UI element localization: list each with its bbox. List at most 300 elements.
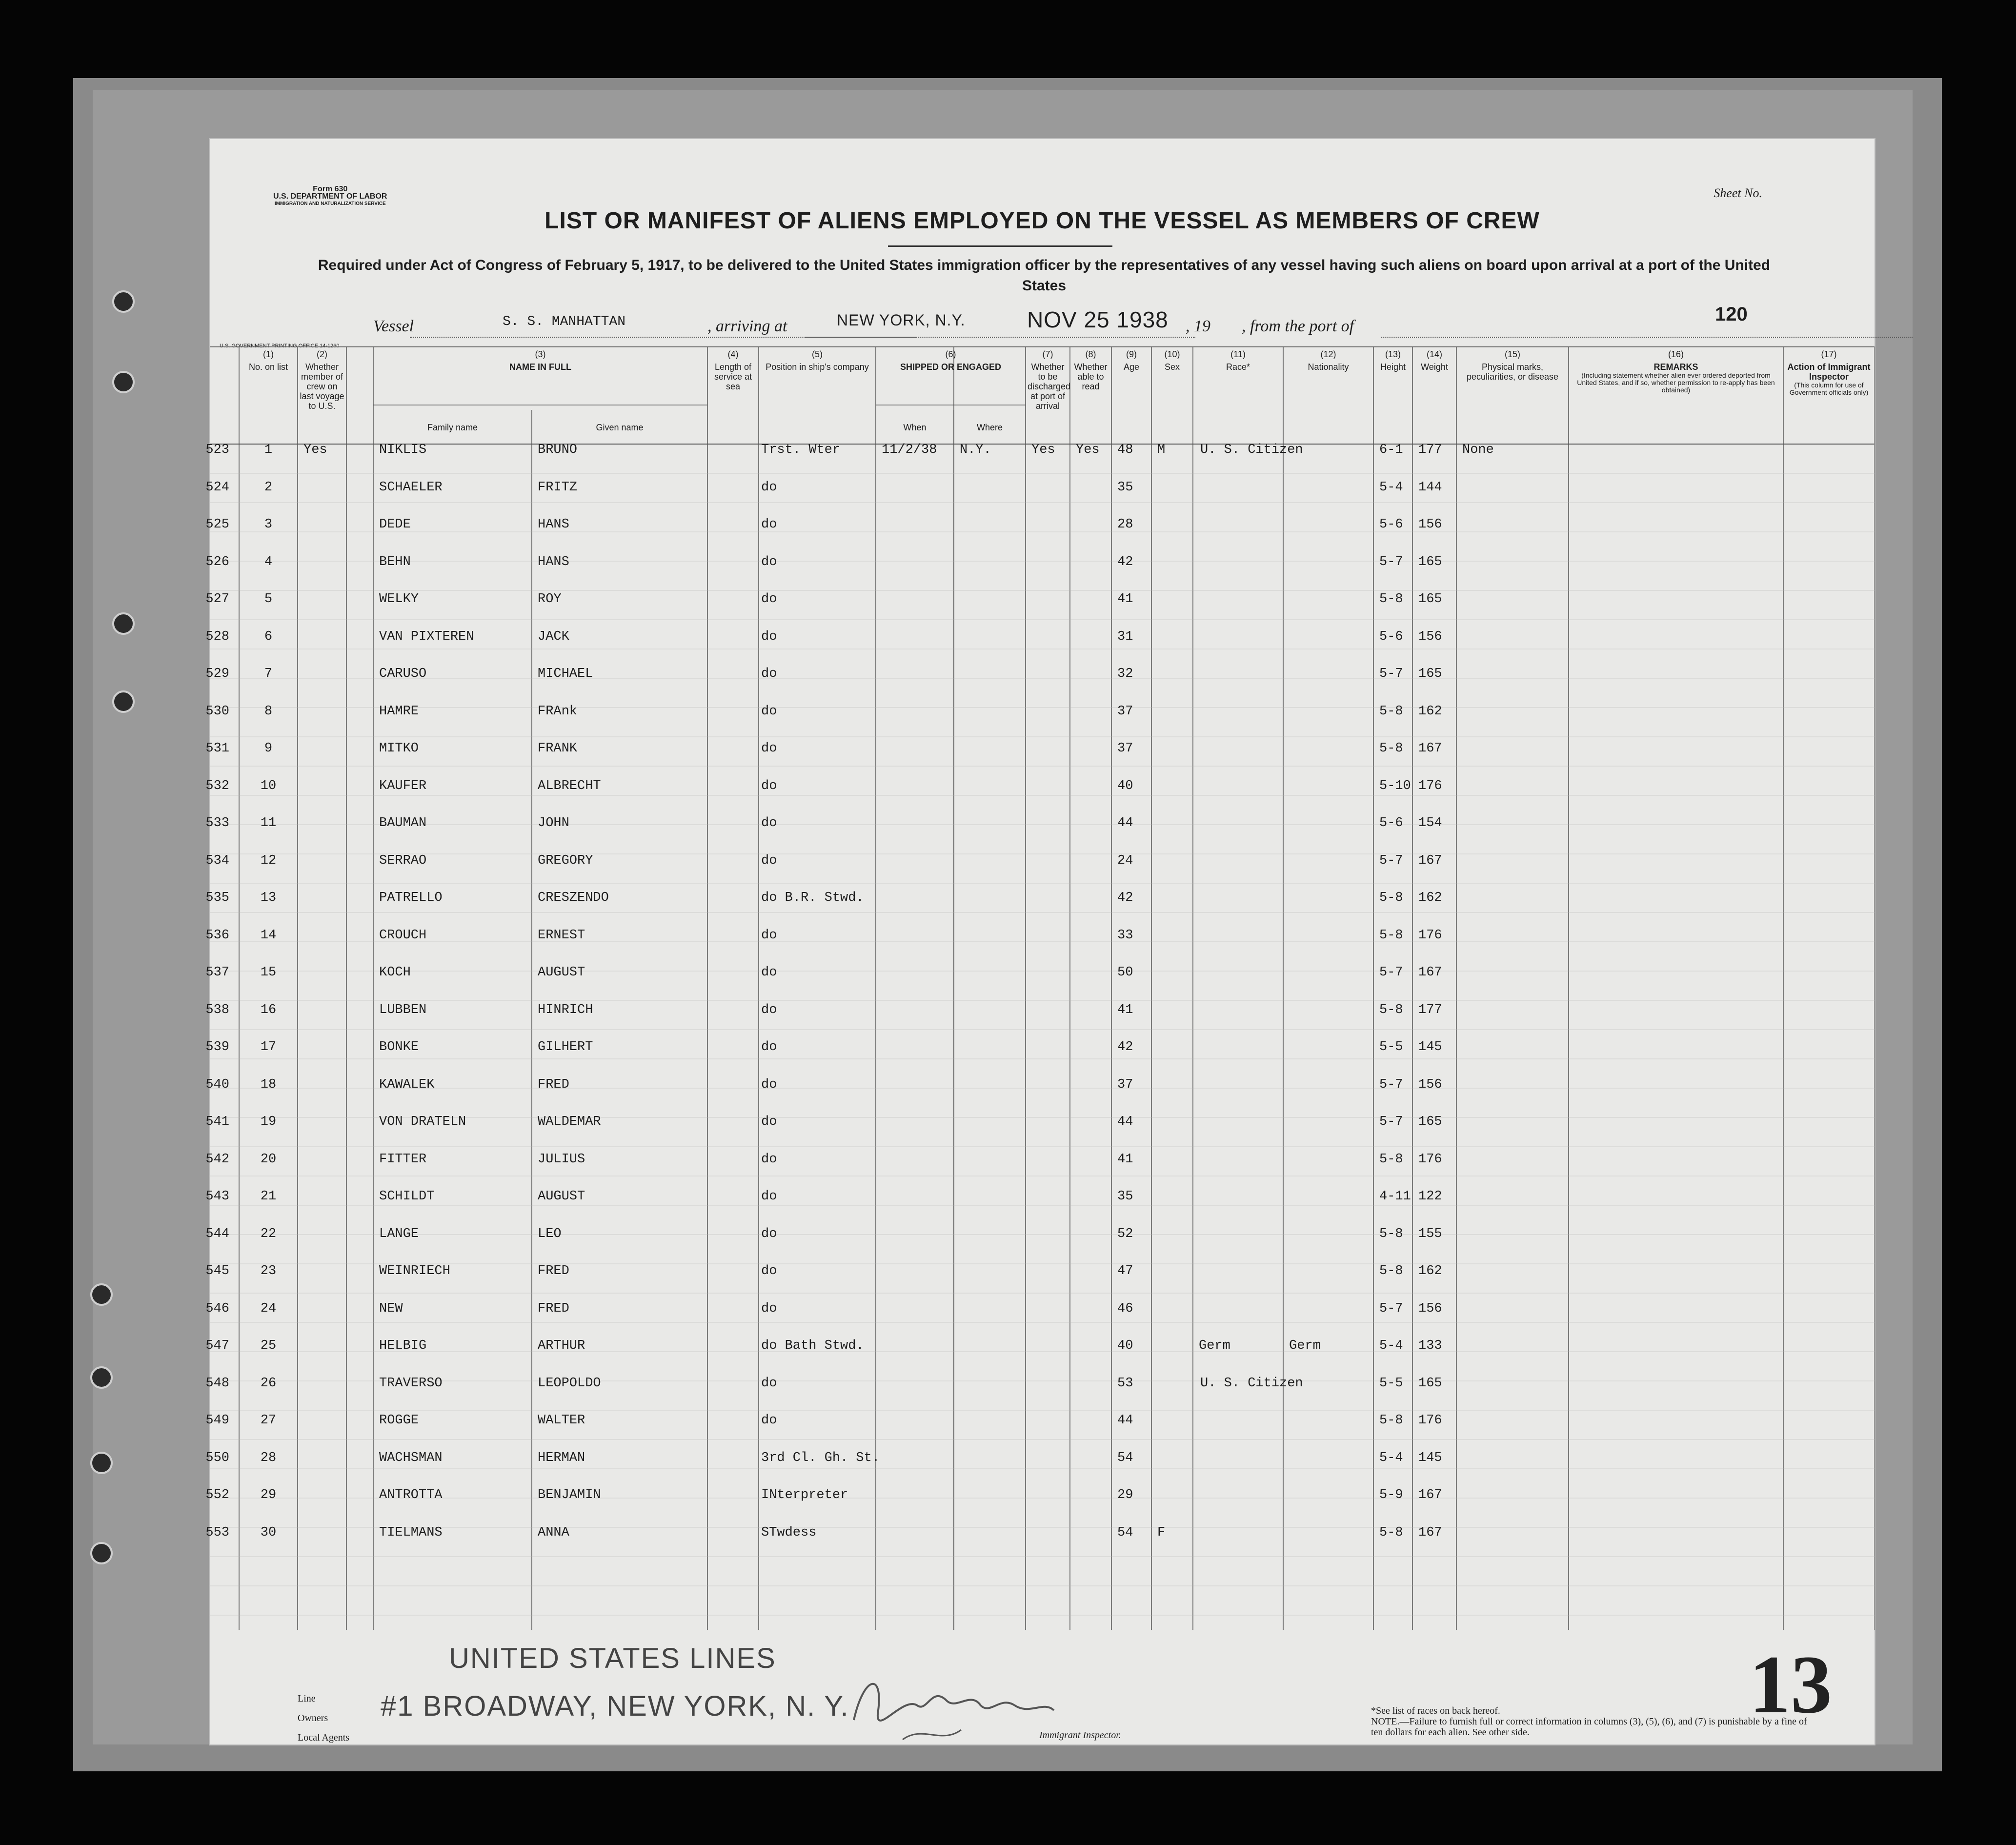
column-label: Whether member of crew on last voyage to U.S.	[300, 362, 344, 411]
cell-given: FRAnk	[538, 704, 578, 719]
line-label: Line	[298, 1693, 316, 1704]
cell-age: 41	[1117, 1152, 1133, 1167]
column-number: (1)	[263, 349, 274, 359]
cell-given: AUGUST	[538, 1189, 585, 1204]
form-number: Form 630	[313, 185, 348, 193]
cell-family: KOCH	[379, 965, 411, 980]
cell-family: DEDE	[379, 517, 411, 532]
cell-age: 50	[1117, 965, 1133, 980]
cell-age: 40	[1117, 1338, 1133, 1353]
cell-weight: 145	[1418, 1450, 1442, 1465]
manifest-page	[205, 139, 1875, 1744]
column-label: NAME IN FULL	[509, 362, 571, 372]
from-port-label: , from the port of	[1242, 317, 1354, 335]
owners-label: Owners	[298, 1713, 328, 1723]
cell-ref: 545	[205, 1264, 229, 1278]
cell-weight: 156	[1418, 1301, 1442, 1316]
cell-position: do	[761, 554, 777, 569]
cell-age: 53	[1117, 1376, 1133, 1391]
cell-nationality: Germ	[1289, 1338, 1321, 1353]
cell-weight: 167	[1418, 741, 1442, 756]
cell-ref: 540	[205, 1077, 229, 1092]
cell-weight: 156	[1418, 517, 1442, 532]
column-sublabel: Given name	[596, 423, 644, 432]
cell-no: 6	[264, 629, 273, 644]
cell-no: 10	[260, 778, 277, 793]
cell-family: HAMRE	[379, 704, 419, 719]
cell-no: 8	[264, 704, 273, 719]
cell-ref: 549	[205, 1413, 229, 1428]
cell-age: 42	[1117, 1040, 1133, 1054]
cell-ref: 526	[205, 554, 229, 569]
cell-position: do B.R. Stwd.	[761, 891, 864, 905]
cell-weight: 145	[1418, 1040, 1442, 1054]
cell-family: BONKE	[379, 1040, 419, 1054]
cell-age: 41	[1117, 592, 1133, 607]
cell-height: 5-4	[1379, 480, 1403, 495]
cell-weight: 176	[1418, 1152, 1442, 1167]
cell-position: do	[761, 1413, 777, 1428]
cell-ref: 529	[205, 667, 229, 681]
column-number: (15)	[1504, 349, 1520, 359]
cell-ref: 546	[205, 1301, 229, 1316]
cell-weight: 162	[1418, 704, 1442, 719]
cell-no: 30	[260, 1525, 277, 1540]
cell-given: HINRICH	[538, 1002, 593, 1017]
column-label: Whether able to read	[1074, 362, 1108, 391]
column-number: (9)	[1126, 349, 1137, 359]
cell-position: do	[761, 704, 777, 719]
cell-family: SCHAELER	[379, 480, 443, 495]
cell-ref: 548	[205, 1376, 229, 1391]
cell-age: 31	[1117, 629, 1133, 644]
cell-position: STwdess	[761, 1525, 817, 1540]
cell-weight: 162	[1418, 1264, 1442, 1278]
cell-given: ROY	[538, 592, 562, 607]
cell-age: 54	[1117, 1450, 1133, 1465]
cell-family: VON DRATELN	[379, 1115, 466, 1129]
cell-no: 14	[260, 928, 277, 943]
cell-family: KAUFER	[379, 778, 427, 793]
cell-weight: 167	[1418, 853, 1442, 868]
cell-family: BEHN	[379, 554, 411, 569]
column-label: Physical marks, peculiarities, or disease	[1466, 362, 1559, 382]
cell-age: 35	[1117, 480, 1133, 495]
cell-position: do	[761, 1189, 777, 1204]
cell-ref: 527	[205, 592, 229, 607]
cell-position: do	[761, 928, 777, 943]
cell-ref: 533	[205, 816, 229, 831]
cell-no: 27	[260, 1413, 277, 1428]
cell-no: 16	[260, 1002, 277, 1017]
cell-height: 5-5	[1379, 1376, 1403, 1391]
cell-age: 35	[1117, 1189, 1133, 1204]
service-name: IMMIGRATION AND NATURALIZATION SERVICE	[274, 201, 386, 206]
column-sublabel: When	[903, 423, 927, 432]
cell-given: FRANK	[538, 741, 578, 756]
cell-family: CARUSO	[379, 667, 427, 681]
cell-given: LEO	[538, 1226, 562, 1241]
cell-no: 5	[264, 592, 273, 607]
sheet-number: 13	[1749, 1639, 1832, 1730]
vessel-name: S. S. MANHATTAN	[503, 314, 626, 329]
cell-height: 5-4	[1379, 1338, 1403, 1353]
cell-weight: 177	[1418, 443, 1442, 457]
cell-height: 5-7	[1379, 1115, 1403, 1129]
cell-family: ROGGE	[379, 1413, 419, 1428]
cell-position: do	[761, 1077, 777, 1092]
column-number: (16)	[1668, 349, 1684, 359]
cell-family: NIKLIS	[379, 443, 427, 457]
arriving-label: , arriving at	[707, 317, 787, 335]
cell-family: LUBBEN	[379, 1002, 427, 1017]
cell-height: 5-5	[1379, 1040, 1403, 1054]
cell-ref: 523	[205, 443, 229, 457]
cell-position: do	[761, 816, 777, 831]
column-number: (8)	[1085, 349, 1096, 359]
cell-ref: 552	[205, 1488, 229, 1502]
cell-age: 46	[1117, 1301, 1133, 1316]
cell-family: HELBIG	[379, 1338, 427, 1353]
punch-hole	[112, 371, 135, 393]
cell-weight: 165	[1418, 592, 1442, 607]
cell-given: ALBRECHT	[538, 778, 601, 793]
cell-height: 5-10	[1379, 778, 1411, 793]
cell-age: 37	[1117, 704, 1133, 719]
cell-age: 37	[1117, 1077, 1133, 1092]
cell-family: BAUMAN	[379, 816, 427, 831]
cell-family: PATRELLO	[379, 891, 443, 905]
cell-no: 3	[264, 517, 273, 532]
cell-sex: M	[1157, 443, 1166, 457]
cell-ref: 536	[205, 928, 229, 943]
column-number: (12)	[1320, 349, 1336, 359]
cell-position: do	[761, 1226, 777, 1241]
cell-given: WALTER	[538, 1413, 585, 1428]
cell-height: 5-7	[1379, 965, 1403, 980]
cell-family: TRAVERSO	[379, 1376, 443, 1391]
column-label: Whether to be discharged at port of arrival	[1028, 362, 1071, 411]
printing-office-note: U.S. GOVERNMENT PRINTING OFFICE 14-1260	[220, 343, 340, 349]
sheet-no-label: Sheet No.	[1714, 186, 1762, 200]
cell-height: 5-7	[1379, 1301, 1403, 1316]
cell-ref: 544	[205, 1226, 229, 1241]
cell-given: FRED	[538, 1077, 569, 1092]
cell-height: 5-8	[1379, 891, 1403, 905]
manifest-footer	[210, 1639, 1875, 1744]
cell-position: do	[761, 667, 777, 681]
cell-position: do	[761, 629, 777, 644]
cell-ref: 524	[205, 480, 229, 495]
column-number: (14)	[1426, 349, 1442, 359]
cell-age: 44	[1117, 816, 1133, 831]
cell-position: 3rd Cl. Gh. St.	[761, 1450, 880, 1465]
cell-weight: 162	[1418, 891, 1442, 905]
cell-given: WALDEMAR	[538, 1115, 601, 1129]
cell-given: LEOPOLDO	[538, 1376, 601, 1391]
cell-family: ANTROTTA	[379, 1488, 443, 1502]
column-label: REMARKS	[1653, 362, 1698, 372]
cell-age: 37	[1117, 741, 1133, 756]
cell-given: BRUNO	[538, 443, 578, 457]
cell-sex: F	[1157, 1525, 1166, 1540]
cell-where: N.Y.	[960, 443, 991, 457]
cell-position: do	[761, 741, 777, 756]
cell-height: 5-6	[1379, 629, 1403, 644]
cell-age: 42	[1117, 554, 1133, 569]
cell-no: 22	[260, 1226, 277, 1241]
cell-family: WELKY	[379, 592, 419, 607]
cell-family: TIELMANS	[379, 1525, 443, 1540]
column-number: (2)	[317, 349, 327, 359]
cell-weight: 122	[1418, 1189, 1442, 1204]
cell-weight: 156	[1418, 629, 1442, 644]
column-sublabel: Where	[976, 423, 1003, 432]
cell-ref: 543	[205, 1189, 229, 1204]
cell-no: 17	[260, 1040, 277, 1054]
cell-weight: 156	[1418, 1077, 1442, 1092]
cell-age: 47	[1117, 1264, 1133, 1278]
cell-ref: 553	[205, 1525, 229, 1540]
cell-ref: 534	[205, 853, 229, 868]
cell-weight: 155	[1418, 1226, 1442, 1241]
cell-age: 32	[1117, 667, 1133, 681]
cell-ref: 528	[205, 629, 229, 644]
cell-when: 11/2/38	[882, 443, 937, 457]
cell-ref: 550	[205, 1450, 229, 1465]
cell-ref: 537	[205, 965, 229, 980]
cell-no: 15	[260, 965, 277, 980]
cell-family: WEINRIECH	[379, 1264, 450, 1278]
arrival-date-stamp: NOV 25 1938	[1027, 307, 1169, 332]
cell-marks: None	[1462, 443, 1494, 457]
cell-weight: 165	[1418, 554, 1442, 569]
column-label: Age	[1123, 362, 1140, 372]
column-number: (3)	[535, 349, 546, 359]
cell-no: 4	[264, 554, 273, 569]
document-title: LIST OR MANIFEST OF ALIENS EMPLOYED ON THE VESSEL AS MEMBERS OF CREW	[544, 208, 1540, 234]
inspector-label: Immigrant Inspector.	[1039, 1730, 1121, 1741]
column-label: Nationality	[1308, 362, 1349, 372]
cell-family: LANGE	[379, 1226, 419, 1241]
cell-ref: 525	[205, 517, 229, 532]
cell-height: 5-8	[1379, 741, 1403, 756]
cell-age: 41	[1117, 1002, 1133, 1017]
column-number: (6)	[945, 349, 956, 359]
cell-given: JACK	[538, 629, 569, 644]
cell-ref: 542	[205, 1152, 229, 1167]
cell-ref: 538	[205, 1002, 229, 1017]
cell-weight: 165	[1418, 1376, 1442, 1391]
cell-height: 6-1	[1379, 443, 1403, 457]
cell-given: GREGORY	[538, 853, 593, 868]
cell-discharged: Yes	[1031, 443, 1055, 457]
cell-no: 26	[260, 1376, 277, 1391]
cell-position: do	[761, 1115, 777, 1129]
cell-given: FRITZ	[538, 480, 578, 495]
cell-no: 2	[264, 480, 273, 495]
cell-race: U. S. Citizen	[1200, 443, 1303, 457]
cell-height: 4-11	[1379, 1189, 1411, 1204]
cell-height: 5-4	[1379, 1450, 1403, 1465]
cell-given: JULIUS	[538, 1152, 585, 1167]
cell-no: 13	[260, 891, 277, 905]
line-stamp: UNITED STATES LINES	[449, 1642, 776, 1674]
cell-ref: 535	[205, 891, 229, 905]
cell-given: FRED	[538, 1301, 569, 1316]
cell-no: 28	[260, 1450, 277, 1465]
punch-hole	[112, 612, 135, 635]
cell-given: HANS	[538, 554, 569, 569]
cell-family: CROUCH	[379, 928, 427, 943]
cell-position: do	[761, 1152, 777, 1167]
column-label: Race*	[1226, 362, 1250, 372]
cell-no: 12	[260, 853, 277, 868]
cell-family: WACHSMAN	[379, 1450, 443, 1465]
cell-no: 19	[260, 1115, 277, 1129]
cell-family: SCHILDT	[379, 1189, 435, 1204]
cell-read: Yes	[1076, 443, 1100, 457]
cell-family: KAWALEK	[379, 1077, 435, 1092]
column-number: (17)	[1821, 349, 1837, 359]
cell-weight: 165	[1418, 1115, 1442, 1129]
cell-age: 42	[1117, 891, 1133, 905]
cell-age: 54	[1117, 1525, 1133, 1540]
cell-position: do	[761, 1264, 777, 1278]
crew-rows	[205, 139, 1875, 1744]
cell-no: 21	[260, 1189, 277, 1204]
cell-weight: 176	[1418, 1413, 1442, 1428]
cell-no: 23	[260, 1264, 277, 1278]
cell-given: GILHERT	[538, 1040, 593, 1054]
department-name: U.S. DEPARTMENT OF LABOR	[273, 192, 387, 201]
column-sublabel: (Including statement whether alien ever ordered deported from United States, and if so, whether permission to re-apply has been obtained)	[1577, 371, 1775, 394]
cell-height: 5-6	[1379, 517, 1403, 532]
cell-family: SERRAO	[379, 853, 427, 868]
cell-no: 18	[260, 1077, 277, 1092]
cell-race: U. S. Citizen	[1200, 1376, 1303, 1391]
cell-weight: 176	[1418, 778, 1442, 793]
cell-weight: 167	[1418, 1525, 1442, 1540]
punch-hole	[90, 1452, 113, 1474]
cell-position: do Bath Stwd.	[761, 1338, 864, 1353]
cell-weight: 154	[1418, 816, 1442, 831]
cell-height: 5-7	[1379, 853, 1403, 868]
cell-ref: 541	[205, 1115, 229, 1129]
punch-hole	[90, 1283, 113, 1306]
handwritten-page-mark: 120	[1715, 304, 1748, 325]
punch-hole	[112, 690, 135, 713]
punch-hole	[90, 1542, 113, 1564]
column-number: (7)	[1042, 349, 1053, 359]
cell-position: do	[761, 853, 777, 868]
cell-position: do	[761, 778, 777, 793]
cell-height: 5-6	[1379, 816, 1403, 831]
cell-height: 5-7	[1379, 667, 1403, 681]
arrival-port: NEW YORK, N.Y.	[837, 311, 966, 329]
punch-hole	[90, 1366, 113, 1389]
document-subtitle: Required under Act of Congress of February 5, 1917, to be delivered to the United States immigration officer by the representatives of any vessel having such aliens on board upon arrival at a port of the United States	[318, 257, 1771, 294]
vessel-label: Vessel	[373, 317, 414, 335]
column-sublabel: (This column for use of Government officials only)	[1789, 381, 1869, 396]
cell-height: 5-8	[1379, 928, 1403, 943]
column-label: No. on list	[248, 362, 288, 372]
cell-height: 5-8	[1379, 1264, 1403, 1278]
cell-age: 29	[1117, 1488, 1133, 1502]
cell-given: ANNA	[538, 1525, 569, 1540]
cell-given: HANS	[538, 517, 569, 532]
cell-height: 5-7	[1379, 554, 1403, 569]
cell-age: 24	[1117, 853, 1133, 868]
cell-no: 7	[264, 667, 273, 681]
cell-given: CRESZENDO	[538, 891, 609, 905]
cell-ref: 530	[205, 704, 229, 719]
cell-crew: Yes	[303, 443, 327, 457]
column-label: Position in ship's company	[766, 362, 869, 372]
cell-family: MITKO	[379, 741, 419, 756]
column-label: Height	[1380, 362, 1406, 372]
footer-notes	[1371, 1705, 1810, 1738]
cell-given: BENJAMIN	[538, 1488, 601, 1502]
cell-height: 5-8	[1379, 1002, 1403, 1017]
column-number: (13)	[1385, 349, 1401, 359]
cell-given: ARTHUR	[538, 1338, 585, 1353]
cell-age: 33	[1117, 928, 1133, 943]
cell-weight: 167	[1418, 965, 1442, 980]
local-agents-label: Local Agents	[298, 1732, 350, 1743]
cell-age: 44	[1117, 1413, 1133, 1428]
cell-height: 5-8	[1379, 1525, 1403, 1540]
cell-height: 5-8	[1379, 1413, 1403, 1428]
cell-no: 11	[260, 816, 277, 831]
penalty-note: NOTE.—Failure to furnish full or correct information in columns (3), (5), (6), and (7) is punishable by a fine of ten dollars for each alien. See other side.	[1371, 1716, 1807, 1738]
cell-weight: 177	[1418, 1002, 1442, 1017]
column-number: (5)	[812, 349, 823, 359]
cell-height: 5-8	[1379, 1152, 1403, 1167]
cell-height: 5-9	[1379, 1488, 1403, 1502]
cell-position: do	[761, 1376, 777, 1391]
cell-position: do	[761, 592, 777, 607]
cell-age: 44	[1117, 1115, 1133, 1129]
cell-weight: 133	[1418, 1338, 1442, 1353]
cell-weight: 144	[1418, 480, 1442, 495]
cell-ref: 547	[205, 1338, 229, 1353]
race-note: *See list of races on back hereof.	[1371, 1705, 1500, 1716]
cell-position: Trst. Wter	[761, 443, 841, 457]
cell-no: 1	[264, 443, 273, 457]
column-label: Sex	[1164, 362, 1180, 372]
cell-family: VAN PIXTEREN	[379, 629, 474, 644]
cell-no: 24	[260, 1301, 277, 1316]
cell-no: 25	[260, 1338, 277, 1353]
column-number: (4)	[727, 349, 739, 359]
cell-age: 28	[1117, 517, 1133, 532]
cell-weight: 176	[1418, 928, 1442, 943]
cell-height: 5-8	[1379, 704, 1403, 719]
cell-given: HERMAN	[538, 1450, 585, 1465]
year-label: , 19	[1186, 317, 1210, 335]
cell-family: FITTER	[379, 1152, 427, 1167]
column-number: (10)	[1164, 349, 1180, 359]
cell-height: 5-8	[1379, 592, 1403, 607]
column-label: Length of service at sea	[714, 362, 752, 391]
cell-weight: 165	[1418, 667, 1442, 681]
cell-weight: 167	[1418, 1488, 1442, 1502]
cell-no: 20	[260, 1152, 277, 1167]
cell-ref: 539	[205, 1040, 229, 1054]
cell-age: 40	[1117, 778, 1133, 793]
cell-given: MICHAEL	[538, 667, 593, 681]
